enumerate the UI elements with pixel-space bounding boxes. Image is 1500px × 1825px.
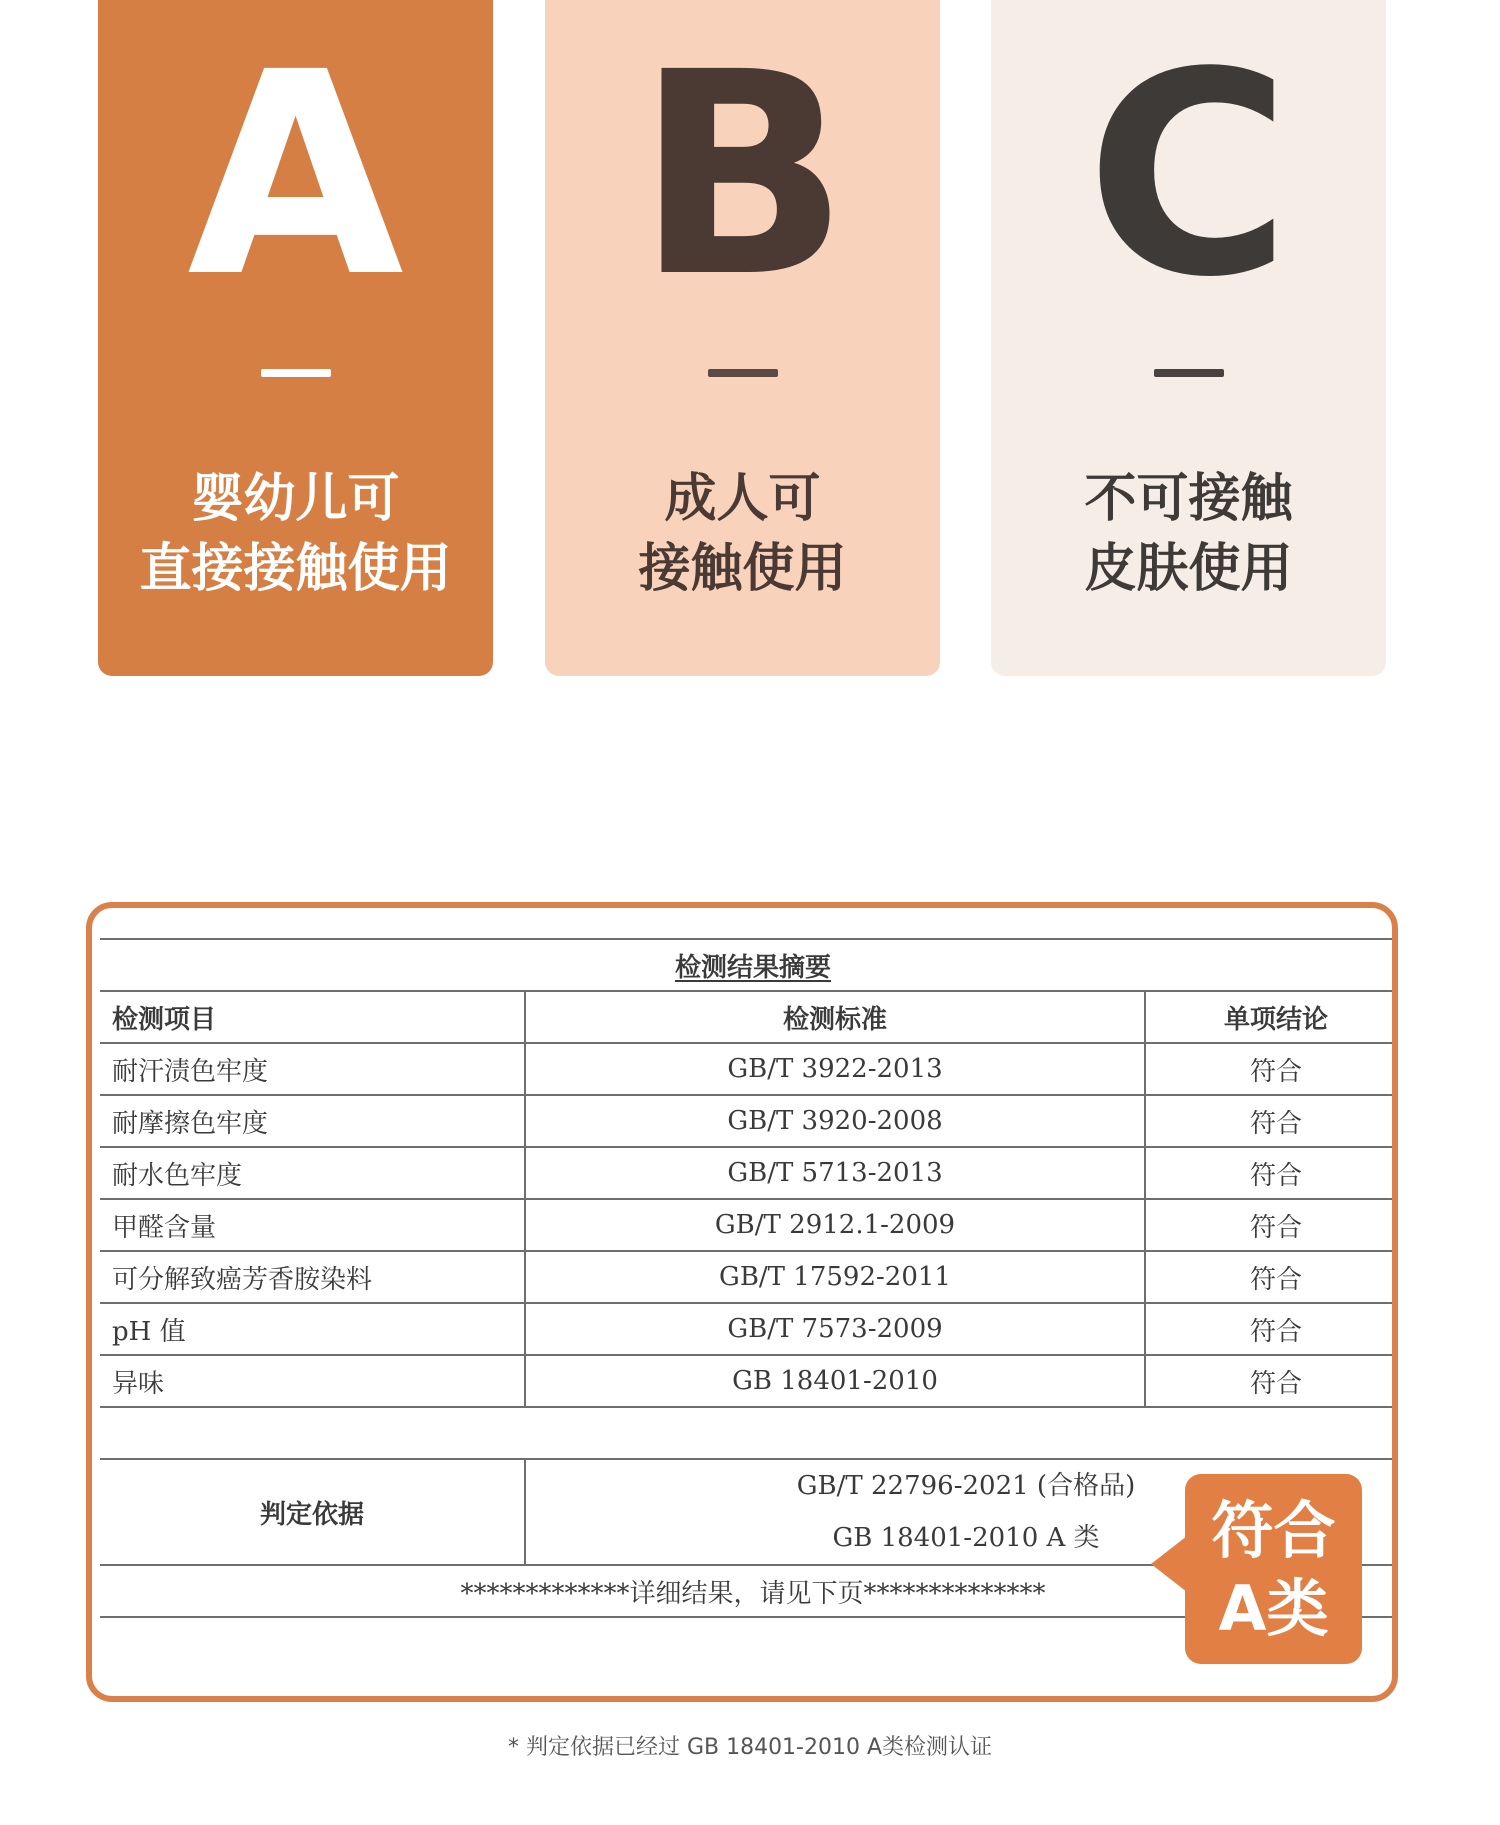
table-row — [100, 1095, 1398, 1147]
test-item: 异味 — [100, 1355, 525, 1407]
table-row — [100, 1355, 1398, 1407]
description-line: 不可接触 — [1084, 469, 1293, 529]
header-item: 检测项目 — [100, 991, 525, 1043]
basis-standard: GB/T 22796-2021 (合格品) — [796, 1471, 1136, 1501]
table-row — [100, 1199, 1398, 1251]
conformity-badge — [1185, 1474, 1362, 1664]
test-standard: GB 18401-2010 — [525, 1355, 1145, 1407]
description-line: 皮肤使用 — [1084, 539, 1293, 599]
badge-line: A类 — [1218, 1572, 1329, 1645]
description-line: 接触使用 — [638, 539, 847, 599]
test-standard: GB/T 5713-2013 — [525, 1147, 1145, 1199]
divider — [708, 369, 778, 377]
test-result: 符合 — [1145, 1355, 1398, 1407]
test-result: 符合 — [1145, 1199, 1398, 1251]
header-conclusion: 单项结论 — [1145, 991, 1398, 1043]
table-row — [100, 1147, 1398, 1199]
grade-a-card — [98, 0, 493, 676]
test-standard: GB/T 3922-2013 — [525, 1043, 1145, 1095]
table-title: 检测结果摘要 — [100, 939, 1398, 991]
description-line: 婴幼儿可 — [191, 469, 400, 529]
test-item: 可分解致癌芳香胺染料 — [100, 1251, 525, 1303]
test-result: 符合 — [1145, 1095, 1398, 1147]
badge-line: 符合 — [1211, 1494, 1336, 1567]
table-row — [100, 1043, 1398, 1095]
grade-letter: A — [187, 13, 404, 339]
grade-b-card — [545, 0, 940, 676]
table-row — [100, 1303, 1398, 1355]
header-standard: 检测标准 — [525, 991, 1145, 1043]
spacer-row — [100, 1407, 1398, 1459]
table-title-row — [100, 939, 1398, 991]
grade-c-card — [991, 0, 1386, 676]
test-result: 符合 — [1145, 1303, 1398, 1355]
description-line: 直接接触使用 — [139, 539, 452, 599]
grade-description — [991, 464, 1386, 604]
test-standard: GB/T 2912.1-2009 — [525, 1199, 1145, 1251]
table-header-row — [100, 991, 1398, 1043]
grade-letter: C — [1085, 13, 1292, 339]
test-result: 符合 — [1145, 1147, 1398, 1199]
basis-label: 判定依据 — [100, 1459, 525, 1565]
grade-description — [545, 464, 940, 604]
test-standard: GB/T 7573-2009 — [525, 1303, 1145, 1355]
test-item: 甲醛含量 — [100, 1199, 525, 1251]
test-standard: GB/T 17592-2011 — [525, 1251, 1145, 1303]
test-result: 符合 — [1145, 1043, 1398, 1095]
test-result: 符合 — [1145, 1251, 1398, 1303]
test-item: 耐水色牢度 — [100, 1147, 525, 1199]
divider — [261, 369, 331, 377]
details-note: *************详细结果，请见下页************** — [100, 1565, 1398, 1617]
test-item: 耐摩擦色牢度 — [100, 1095, 525, 1147]
description-line: 成人可 — [664, 469, 821, 529]
basis-standard: GB 18401-2010 A 类 — [832, 1523, 1100, 1553]
divider — [1154, 369, 1224, 377]
footnote: * 判定依据已经过 GB 18401-2010 A类检测认证 — [507, 1735, 993, 1760]
grade-description — [98, 464, 493, 604]
table-row — [100, 1251, 1398, 1303]
test-item: 耐汗渍色牢度 — [100, 1043, 525, 1095]
test-standard: GB/T 3920-2008 — [525, 1095, 1145, 1147]
test-item: pH 值 — [100, 1303, 525, 1355]
grade-letter: B — [635, 13, 850, 339]
